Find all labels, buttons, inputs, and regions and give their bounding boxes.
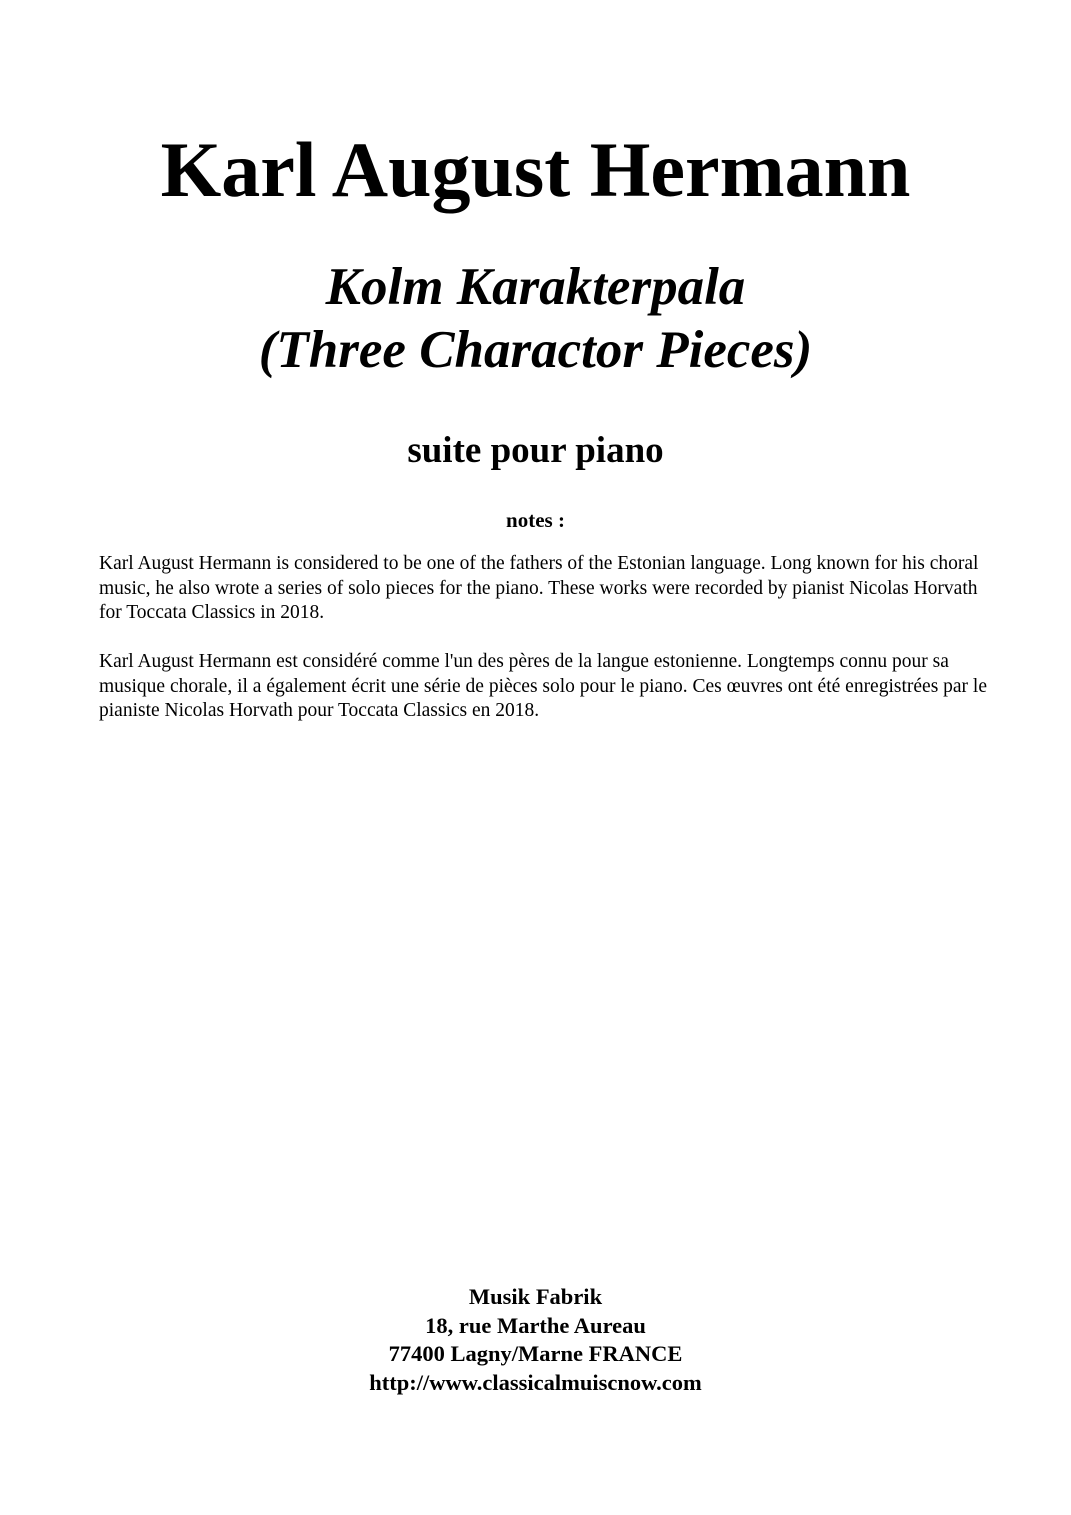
work-title [0,256,1071,382]
publisher-city: 77400 Lagny/Marne FRANCE [388,1341,683,1366]
composer-name: Karl August Hermann [160,126,911,213]
instrumentation-subtitle: suite pour piano [407,430,664,471]
notes-heading: notes : [506,508,565,532]
notes-paragraph-french: Karl August Hermann est considéré comme l'un des pères de la langue estonienne. Longtemps connu pour sa musique chorale, il a également écrit une série de pièces solo pour le piano. Ces œuvres ont été enregistrées par le pianiste Nicolas Horvath pour Toccata Classics en 2018. [99,651,988,721]
publisher-url[interactable]: http://www.classicalmuiscnow.com [369,1369,702,1395]
work-title-english: (Three Charactor Pieces) [258,321,813,379]
publisher-name: Musik Fabrik [468,1284,603,1309]
publisher-street: 18, rue Marthe Aureau [425,1312,646,1338]
notes-paragraph-english: Karl August Hermann is considered to be one of the fathers of the Estonian language. Long known for his choral music, he also wrote a series of solo pieces for the piano. These works were recorded by pianist Nicolas Horvath for Toccata Classics in 2018. [99,553,979,623]
publisher-block [0,1283,1071,1397]
work-title-estonian: Kolm Karakterpala [325,258,746,316]
